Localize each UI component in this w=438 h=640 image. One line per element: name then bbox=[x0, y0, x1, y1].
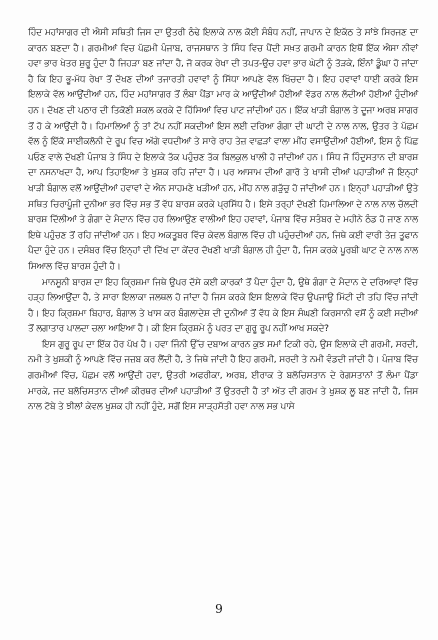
body-text bbox=[28, 26, 418, 416]
paragraph: ਮਾਨਸੂਨੀ ਬਾਰਸ਼ ਦਾ ਇਹ ਕ੍ਰਿਸ਼ਮਾ ਜਿਥੇ ਉਪਰ ਦੱਸੇ ਕਈ ਕਾਰਕਾਂ ਤੋਂ ਪੈਦਾ ਹੁੰਦਾ ਹੈ, ਉਥੇ ਗੰਗਾ ਦੇ ਮੈਦਾਨ ਦੇ ਦਰਿਆਵਾਂ ਵਿੱਚ ਹੜ੍ਹ ਲਿਆਉਂਦਾ ਹੈ, ਤੇ ਸਾਰਾ ਇਲਾਕਾ ਜਲਥਲ ਹੋ ਜਾਂਦਾ ਹੈ ਜਿਸ ਕਰਕੇ ਇਸ ਇਲਾਕੇ ਵਿੱਚ ਉਪਜਾਊ ਮਿੱਟੀ ਦੀ ਤਹਿ ਵਿੱਚ ਜਾਂਦੀ ਹੈ। ਇਹ ਕ੍ਰਿਸ਼ਮਾ ਬਿਹਾਰ, ਬੰਗਾਲ ਤੇ ਖਾਸ ਕਰ ਬੰਗਲਾਦੇਸ਼ ਦੀ ਦੁਨੀਆਂ ਤੋਂ ਵੱਧ ਕੇ ਇਸ ਸੰਘਣੀ ਕਿਰਸਾਨੀ ਵਸੋਂ ਨੂੰ ਕਈ ਸਦੀਆਂ ਤੋਂ ਲਗਾਤਾਰ ਪਾਲਦਾ ਚਲਾ ਆਇਆ ਹੈ। ਕੀ ਇਸ ਕ੍ਰਿਸ਼ਮੇ ਨੂੰ ਪਰਤ ਦਾ ਗੁਰੂ ਰੂਪ ਨਹੀਂ ਆਖ ਸਕਦੇ? bbox=[28, 277, 418, 335]
paragraph: ਹਿੰਦ ਮਹਾਂਸਾਗਰ ਦੀ ਐਸੀ ਸਥਿਤੀ ਜਿਸ ਦਾ ਉਤਰੀ ਠੰਢੇ ਇਲਾਕੇ ਨਾਲ ਕੋਈ ਸੰਬੰਧ ਨਹੀਂ, ਜਾਪਾਨ ਦੇ ਇਕੱਠ ਤੇ ਸਾਂਝੇ ਸਿਰਜਣ ਦਾ ਕਾਰਨ ਬਣਦਾ ਹੈ। ਗਰਮੀਆਂ ਵਿਚ ਪੱਛਮੀ ਪੰਜਾਬ, ਰਾਜਸਥਾਨ ਤੇ ਸਿੰਧ ਵਿਚ ਪੈਂਦੀ ਸਖ਼ਤ ਗਰਮੀ ਕਾਰਨ ਇਥੋਂ ਇੱਕ ਐਸਾ ਨੀਵਾਂ ਹਵਾ ਭਾਰ ਖੇਤਰ ਸ਼ੁਰੂ ਹੁੰਦਾ ਹੈ ਜਿਹੜਾ ਬਣ ਜਾਂਦਾ ਹੈ, ਜੋ ਕਰਕ ਰੇਖਾ ਦੀ ਤਪਤ-ਉਚ ਹਵਾ ਭਾਰ ਘੇਟੀ ਨੂੰ ਤੋੜਕੇ, ਇੰਨਾਂ ਡੂੰਘਾ ਹੋ ਜਾਂਦਾ ਹੈ ਕਿ ਇਹ ਭੂ-ਮੱਧ ਰੇਖਾ ਤੋਂ ਦੱਖਣ ਦੀਆਂ ਤਜਾਰਤੀ ਹਵਾਵਾਂ ਨੂੰ ਸਿੱਧਾ ਆਪਣੇ ਵੱਲ ਖਿੱਚਦਾ ਹੈ। ਇਹ ਹਵਾਵਾਂ ਧਾਈ ਕਰਕੇ ਇਸ ਇਲਾਕੇ ਵੱਲ ਆਉਂਦੀਆਂ ਹਨ, ਹਿੰਦ ਮਹਾਂਸਾਗਰ ਤੋਂ ਲੰਬਾ ਪੈਂਡਾ ਮਾਰ ਕੇ ਆਉਂਦੀਆਂ ਹੋਈਆਂ ਵੱਡਰ ਨਾਲ ਲੱਦੀਆਂ ਹੋਈਆਂ ਹੁੰਦੀਆਂ ਹਨ। ਦੱਖਣ ਦੀ ਪਠਾਰ ਦੀ ਤਿਕੋਣੀ ਸ਼ਕਲ ਕਰਕੇ ਦੋ ਹਿੱਸਿਆਂ ਵਿਚ ਪਾਟ ਜਾਂਦੀਆਂ ਹਨ। ਇੱਕ ਖਾੜੀ ਬੰਗਾਲ ਤੇ ਦੂਜਾ ਅਰਬ ਸਾਗਰ ਤੋਂ ਹੋ ਕੇ ਆਉਂਦੀ ਹੈ। ਹਿਮਾਲਿਆਂ ਨੂੰ ਤਾਂ ਟੱਪ ਨਹੀਂ ਸਕਦੀਆਂ ਇਸ ਲਈ ਦਰਿਆ ਗੰਗਾ ਦੀ ਘਾਟੀ ਦੇ ਨਾਲ ਨਾਲ, ਉਤਰ ਤੇ ਪੱਛਮ ਵੱਲ ਨੂੰ ਇੱਕੋ ਸਾਈਕਲੋਨੀ ਦੇ ਰੂਪ ਵਿਚ ਅੱਗੇ ਵਧਦੀਆਂ ਤੇ ਸਾਰੇ ਰਾਹ ਤੇਜ਼ ਵਾਛੜਾਂ ਵਾਲਾ ਮੀਂਹ ਵਸਾਉਂਦੀਆਂ ਹੋਈਆਂ, ਇਸ ਨੂੰ ਪਿੱਛ ਪਓਣ ਵਾਲੇ ਦੱਖਣੀ ਪੰਜਾਬ ਤੇ ਸਿੰਧ ਦੇ ਇਲਾਕੇ ਤੱਕ ਪਹੁੰਚਣ ਤੱਕ ਬਿਲਕੁਲ ਖਾਲੀ ਹੋ ਜਾਂਦੀਆਂ ਹਨ। ਸਿੰਧ ਜੋ ਹਿੰਦੁਸਤਾਨ ਦੀ ਬਾਰਸ਼ ਦਾ ਨਸਨਾਖਦਾ ਹੈ, ਆਪ ਤਿਹਾਇਆ ਤੇ ਖੁਸ਼ਕ ਰਹਿ ਜਾਂਦਾ ਹੈ। ਪਰ ਆਸਾਮ ਦੀਆਂ ਗਾਰੋ ਤੇ ਖਾਸੀ ਦੀਆਂ ਪਹਾੜੀਆਂ ਜੋ ਇਨ੍ਹਾਂ ਖਾੜੀ ਬੰਗਾਲ ਵਲੋਂ ਆਉਂਦੀਆਂ ਹਵਾਵਾਂ ਦੇ ਐਨ ਸਾਹਮਣੇ ਖੜੀਆਂ ਹਨ, ਮੀਂਹ ਨਾਲ ਗੜੁੱਚੁ ਹੋ ਜਾਂਦੀਆਂ ਹਨ। ਇਨ੍ਹਾਂ ਪਹਾੜੀਆਂ ਉਤੇ ਸਥਿਤ ਚਿਰਾਪੂੰਜੀ ਦੁਨੀਆ ਭਰ ਵਿੱਚ ਸਭ ਤੋਂ ਵੱਧ ਬਾਰਸ਼ ਕਰਕੇ ਪ੍ਰਸਿੱਧ ਹੈ। ਇਸੇ ਤਰ੍ਹਾਂ ਦੱਖਣੀ ਹਿਮਾਲਿਆ ਦੇ ਨਾਲ ਨਾਲ ਚੱਲਦੀ ਬਾਰਸ਼ ਦਿੱਲੀਆਂ ਤੇ ਗੰਗਾ ਦੇ ਮੈਦਾਨ ਵਿੱਚ ਹਰ ਲਿਆਉਣ ਵਾਲੀਆਂ ਇਹ ਹਵਾਵਾਂ, ਪੰਜਾਬ ਵਿੱਚ ਸਤੰਬਰ ਦੇ ਮਹੀਨੇ ਠੰਡ ਹੋ ਜਾਣ ਨਾਲ ਇਥੇ ਪਹੁੰਚਣ ਤੋਂ ਰਹਿ ਜਾਂਦੀਆਂ ਹਨ। ਇਹ ਅਕਤੂਬਰ ਵਿੱਚ ਕੇਵਲ ਬੰਗਾਲ ਵਿੱਚ ਹੀ ਪਹੁੰਚਦੀਆਂ ਹਨ, ਜਿਥੇ ਕਈ ਵਾਰੀ ਤੇਜ਼ ਤੂਫਾਨ ਪੈਦਾ ਹੁੰਦੇ ਹਨ। ਦਸੰਬਰ ਵਿੱਚ ਇਨ੍ਹਾਂ ਦੀ ਦਿੱਖ ਦਾ ਕੇਂਦਰ ਦੱਖਣੀ ਖਾੜੀ ਬੰਗਾਲ ਹੀ ਹੁੰਦਾ ਹੈ, ਜਿਸ ਕਰਕੇ ਪੂਰਬੀ ਘਾਟ ਦੇ ਨਾਲ ਨਾਲ ਸਿਆਲ ਵਿੱਚ ਬਾਰਸ਼ ਹੁੰਦੀ ਹੈ। bbox=[28, 28, 418, 272]
paragraph: ਇਸ ਗੁਰੂ ਰੂਪ ਦਾ ਇੱਕ ਹੋਰ ਪੱਖ ਹੈ। ਹਵਾ ਜਿੰਨੀ ਉੱਚ ਦਬਾਅ ਕਾਰਨ ਕੁਝ ਸਮਾਂ ਟਿਕੀ ਰਹੇ, ਉਸ ਇਲਾਕੇ ਦੀ ਗਰਮੀ, ਸਰਦੀ, ਨਮੀ ਤੇ ਖੁਸ਼ਕੀ ਨੂੰ ਆਪਣੇ ਵਿੱਚ ਜਜ਼ਬ ਕਰ ਲੈਂਦੀ ਹੈ, ਤੇ ਜਿਥੇ ਜਾਂਦੀ ਹੈ ਇਹ ਗਰਮੀ, ਸਰਦੀ ਤੇ ਨਮੀ ਵੰਡਦੀ ਜਾਂਦੀ ਹੈ। ਪੰਜਾਬ ਵਿੱਚ ਗਰਮੀਆਂ ਵਿੱਚ, ਪੱਛਮ ਵਲੋਂ ਆਉਂਦੀ ਹਵਾ, ਉਤਰੀ ਅਫਰੀਕਾ, ਅਰਬ, ਈਰਾਕ ਤੇ ਬਲੋਚਿਸਤਾਨ ਦੇ ਰੇਗਸਤਾਨਾਂ ਤੋਂ ਲੰਮਾ ਪੈਂਡਾ ਮਾਰਕੇ, ਜਦ ਬਲੋਚਿਸਤਾਨ ਦੀਆਂ ਕੀਰਥਰ ਦੀਆਂ ਪਹਾੜੀਆਂ ਤੋਂ ਉਤਰਦੀ ਹੈ ਤਾਂ ਅੱਤ ਦੀ ਗਰਮ ਤੇ ਖੁਸ਼ਕ ਲੂ ਬਣ ਜਾਂਦੀ ਹੈ, ਜਿਸ ਨਾਲ ਟੋਬੇ ਤੇ ਝੀਲਾਂ ਕੇਵਲ ਖੁਸ਼ਕ ਹੀ ਨਹੀਂ ਹੁੰਦੇ, ਸਗੋਂ ਇਸ ਸਾੜ੍ਹਸੱਤੀ ਹਵਾ ਨਾਲ ਸਭ ਪਾਸੇ bbox=[28, 339, 418, 413]
page-number: 9 bbox=[215, 602, 223, 616]
